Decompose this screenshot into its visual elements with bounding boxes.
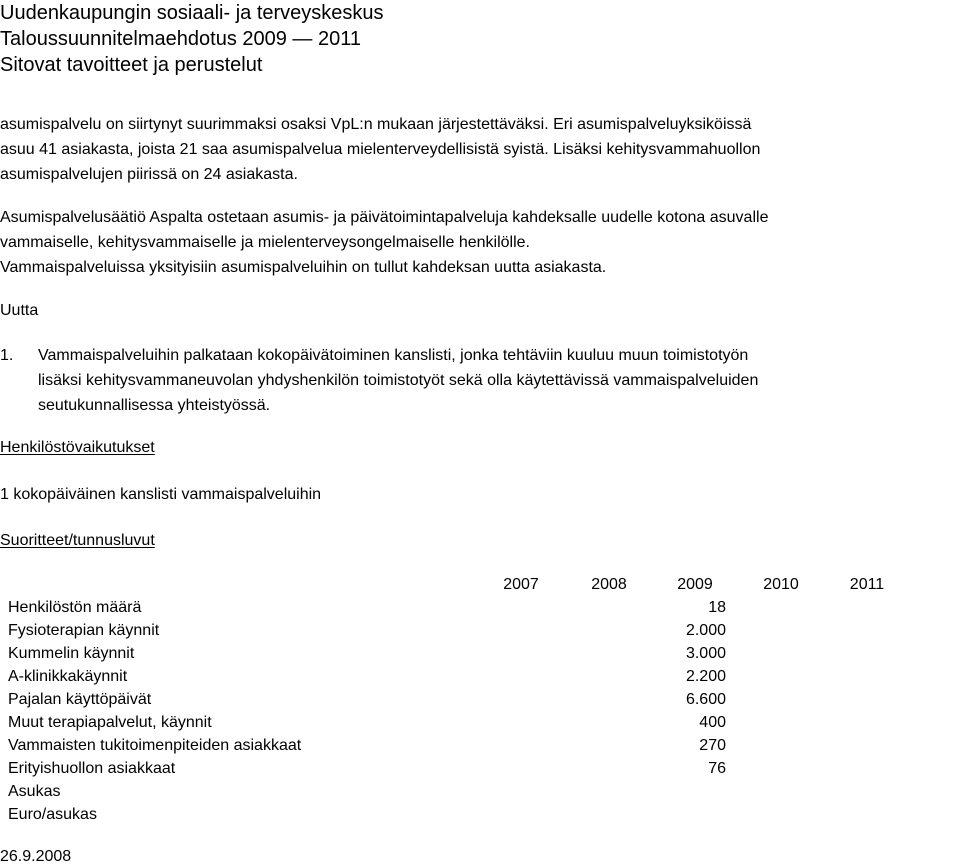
value-cell: 76 (708, 760, 726, 777)
paragraph-line: asuu 41 asiakasta, joista 21 saa asumispalvelua mielenterveydellisistä syistä. Lisäksi kehitysvammahuollon (0, 141, 761, 158)
year-header: 2010 (763, 576, 799, 593)
row-label: Henkilöstön määrä (8, 599, 142, 616)
performance-metrics-table (8, 573, 908, 826)
staff-effects-text: 1 kokopäiväinen kanslisti vammaispalveluihin (0, 486, 322, 503)
plan-title: Taloussuunnitelmaehdotus 2009 — 2011 (0, 28, 361, 50)
paragraph-housing-services (0, 112, 760, 187)
list-item-line: Vammaispalveluihin palkataan kokopäivätoiminen kanslisti, jonka tehtäviin kuuluu muun toimistotyön (38, 347, 749, 364)
value-cell: 6.600 (685, 691, 726, 708)
paragraph-line: asumispalvelujen piirissä on 24 asiakasta. (0, 166, 298, 183)
performance-metrics-heading: Suoritteet/tunnusluvut (0, 532, 155, 549)
year-header: 2007 (503, 576, 539, 593)
year-header: 2008 (591, 576, 627, 593)
list-item-number: 1. (0, 347, 14, 364)
list-item-line: seutukunnallisessa yhteistyössä. (38, 397, 271, 414)
value-cell: 270 (699, 737, 726, 754)
table-row (8, 619, 908, 642)
new-items-label: Uutta (0, 302, 39, 319)
document-header (0, 0, 384, 78)
row-label: A-klinikkakäynnit (8, 668, 128, 685)
list-item-line: lisäksi kehitysvammaneuvolan yhdyshenkilön toimistotyöt sekä olla käytettävissä vammaispalveluiden (38, 372, 759, 389)
paragraph-line: vammaiselle, kehitysvammaiselle ja mielenterveysongelmaiselle henkilölle. (0, 234, 530, 251)
list-item-text (38, 343, 758, 418)
year-header: 2011 (849, 576, 885, 593)
table-row (8, 688, 908, 711)
row-label: Vammaisten tukitoimenpiteiden asiakkaat (8, 737, 302, 754)
table-row (8, 803, 908, 826)
row-label: Pajalan käyttöpäivät (8, 691, 152, 708)
section-title: Sitovat tavoitteet ja perustelut (0, 54, 263, 76)
year-header: 2009 (677, 576, 713, 593)
value-cell: 400 (699, 714, 726, 731)
row-label: Fysioterapian käynnit (8, 622, 160, 639)
value-cell: 2.200 (685, 668, 726, 685)
row-label: Erityishuollon asiakkaat (8, 760, 176, 777)
table-row (8, 780, 908, 803)
staff-effects-heading: Henkilöstövaikutukset (0, 439, 155, 456)
table-row (8, 734, 908, 757)
paragraph-line: asumispalvelu on siirtynyt suurimmaksi osaksi VpL:n mukaan järjestettäväksi. Eri asumispalveluyksiköissä (0, 116, 752, 133)
table-row (8, 757, 908, 780)
row-label: Kummelin käynnit (8, 645, 135, 662)
table-row (8, 596, 908, 619)
organization-title: Uudenkaupungin sosiaali- ja terveyskeskus (0, 2, 384, 24)
table-row (8, 642, 908, 665)
paragraph-line: Asumispalvelusäätiö Aspalta ostetaan asumis- ja päivätoimintapalveluja kahdeksalle uudelle kotona asuvalle (0, 209, 769, 226)
paragraph-aspa-services (0, 205, 768, 280)
value-cell: 2.000 (685, 622, 726, 639)
row-label: Muut terapiapalvelut, käynnit (8, 714, 212, 731)
table-header-row (8, 573, 908, 596)
value-cell: 18 (708, 599, 726, 616)
document-date: 26.9.2008 (0, 848, 72, 865)
row-label: Euro/asukas (8, 806, 97, 823)
paragraph-line: Vammaispalveluissa yksityisiin asumispalveluihin on tullut kahdeksan uutta asiakasta. (0, 259, 607, 276)
value-cell: 3.000 (685, 645, 726, 662)
table-row (8, 711, 908, 734)
table-row (8, 665, 908, 688)
row-label: Asukas (8, 783, 61, 800)
